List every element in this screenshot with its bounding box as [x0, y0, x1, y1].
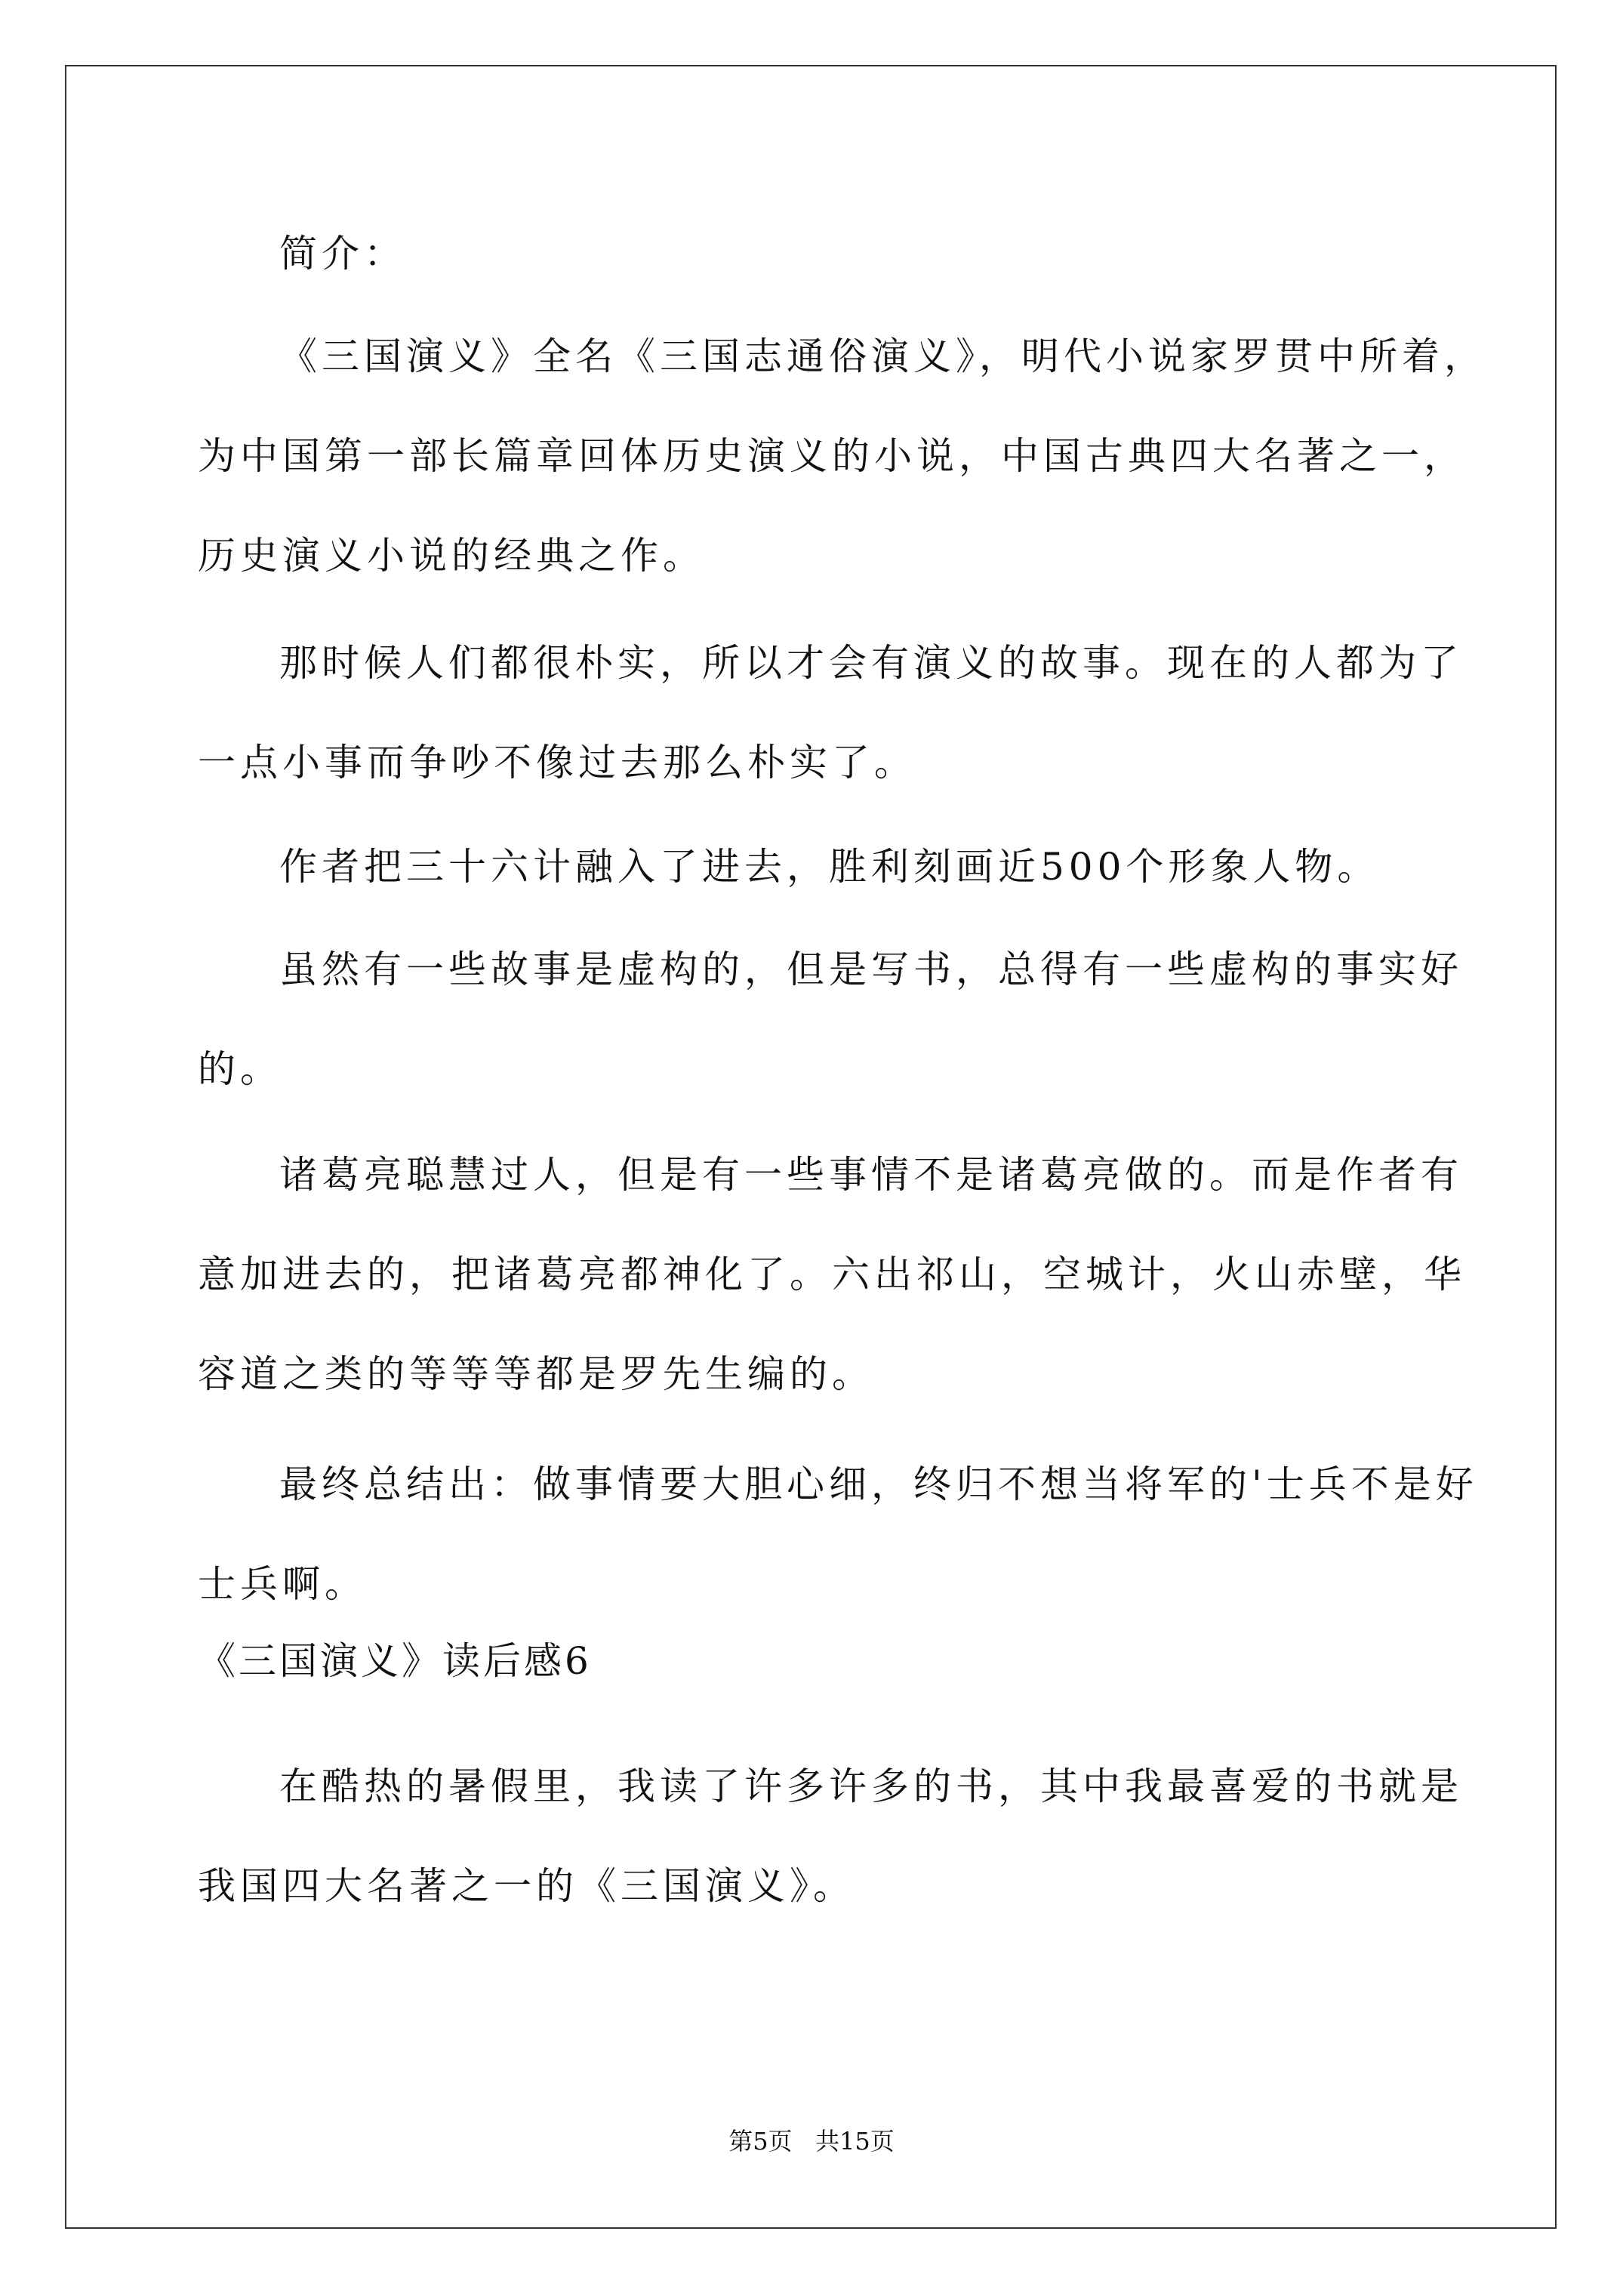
text-line: 那时候人们都很朴实，所以才会有演义的故事。现在的人都为了: [279, 641, 1463, 685]
text-line: 士兵啊。: [198, 1562, 367, 1606]
paragraph-intro-label: [198, 204, 1451, 304]
paragraph-fiction: [198, 920, 1463, 1119]
text-line: 历史演义小说的经典之作。: [198, 534, 705, 578]
text-line: 虽然有一些故事是虚构的，但是写书，总得有一些虚构的事实好: [279, 948, 1463, 991]
paragraph-zhuge-liang: [198, 1125, 1466, 1424]
page-number-footer: 第5页 共15页: [728, 2127, 895, 2156]
text-line: 《三国演义》全名《三国志通俗演义》，明代小说家罗贯中所着，: [279, 334, 1486, 378]
text-line: 作者把三十六计融入了进去，胜利刻画近500个形象人物。: [279, 845, 1380, 889]
text-line: 的。: [198, 1047, 282, 1091]
paragraph-conclusion: [198, 1435, 1478, 1634]
paragraph-simplicity: [198, 613, 1463, 812]
text-line: 容道之类的等等等都是罗先生编的。: [198, 1352, 874, 1396]
text-line: 简介：: [279, 232, 406, 276]
text-line: 在酷热的暑假里，我读了许多许多的书，其中我最喜爱的书就是: [279, 1764, 1463, 1808]
text-line: 为中国第一部长篇章回体历史演义的小说，中国古典四大名著之一，: [198, 434, 1466, 478]
text-line: 一点小事而争吵不像过去那么朴实了。: [198, 741, 916, 784]
text-line: 最终总结出：做事情要大胆心细，终归不想当将军的'士兵不是好: [279, 1462, 1478, 1506]
paragraph-strategies: [198, 817, 1451, 917]
paragraph-introduction: [198, 307, 1486, 606]
text-line: 诸葛亮聪慧过人，但是有一些事情不是诸葛亮做的。而是作者有: [279, 1153, 1463, 1197]
paragraph-summer-reading: [198, 1737, 1463, 1936]
text-line: 意加进去的，把诸葛亮都神化了。六出祁山，空城计，火山赤壁，华: [198, 1253, 1466, 1296]
text-line: 我国四大名著之一的《三国演义》。: [198, 1864, 855, 1908]
section-heading: 《三国演义》读后感6: [198, 1639, 592, 1683]
